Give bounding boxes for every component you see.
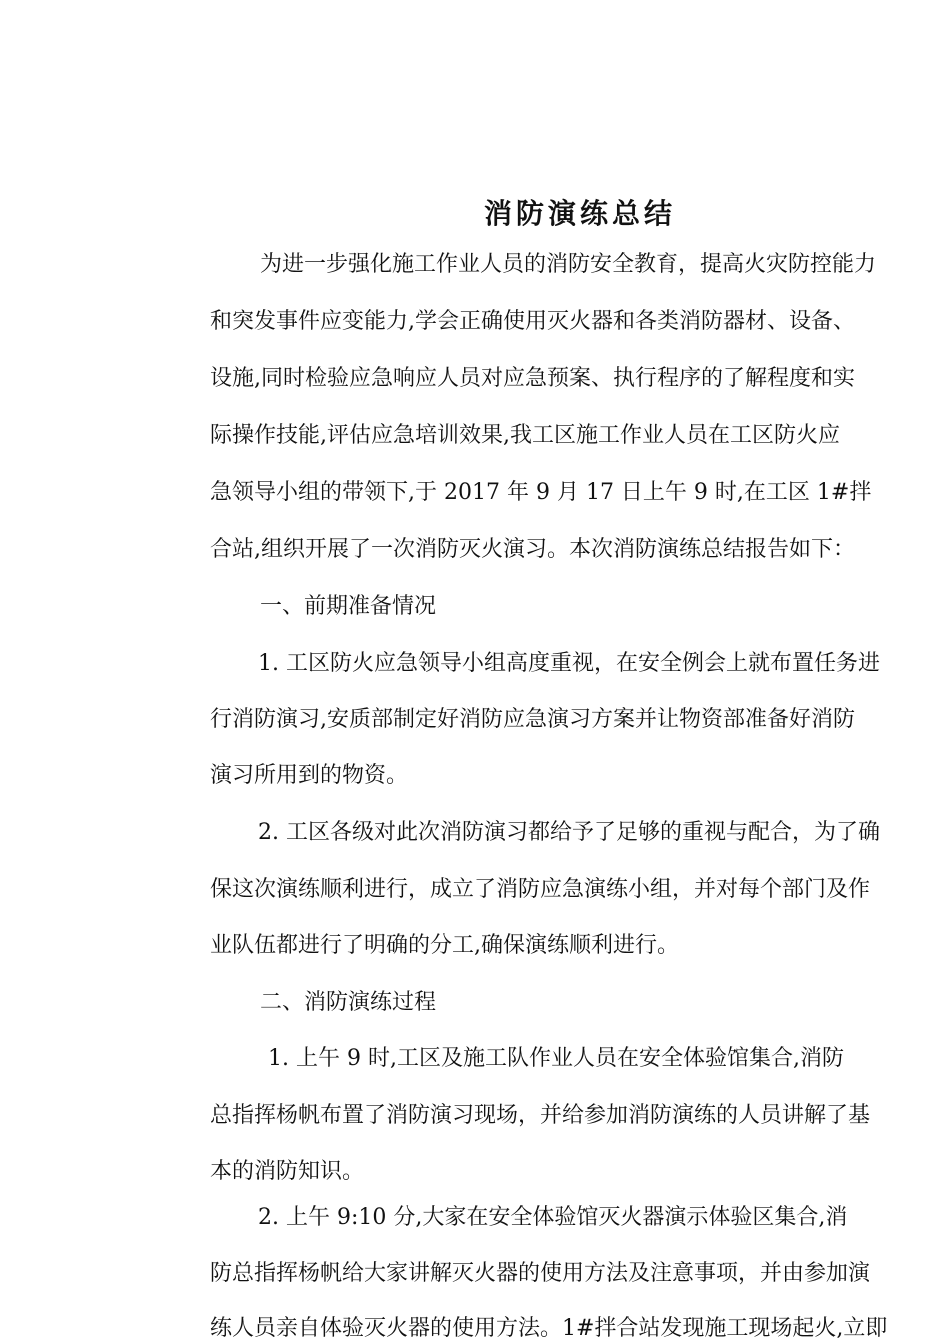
body-line: 合站,组织开展了一次消防灭火演习。本次消防演练总结报告如下： [210,537,855,562]
body-line: 业队伍都进行了明确的分工,确保演练顺利进行。 [210,933,679,958]
body-line: 演习所用到的物资。 [210,763,409,788]
body-line: 防总指挥杨帆给大家讲解灭火器的使用方法及注意事项，并由参加演 [210,1261,871,1286]
body-line: 本的消防知识。 [210,1159,365,1184]
body-line: 一、前期准备情况 [260,594,437,619]
body-line: 设施,同时检验应急响应人员对应急预案、执行程序的了解程度和实 [210,366,855,391]
body-line: 保这次演练顺利进行，成立了消防应急演练小组，并对每个部门及作 [210,877,871,902]
body-line: 2. 上午 9:10 分,大家在安全体验馆灭火器演示体验区集合,消 [258,1205,848,1230]
body-line: 急领导小组的带领下,于 2017 年 9 月 17 日上午 9 时,在工区 1#拌 [210,480,872,505]
body-line: 总指挥杨帆布置了消防演习现场，并给参加消防演练的人员讲解了基 [210,1103,871,1128]
body-line: 为进一步强化施工作业人员的消防安全教育，提高火灾防控能力 [260,252,877,277]
body-line: 和突发事件应变能力,学会正确使用灭火器和各类消防器材、设备、 [210,309,855,334]
body-line: 行消防演习,安质部制定好消防应急演习方案并让物资部准备好消防 [210,707,855,732]
body-line: 练人员亲自体验灭火器的使用方法。1#拌合站发现施工现场起火,立即 [210,1316,888,1341]
body-line: 2. 工区各级对此次消防演习都给予了足够的重视与配合，为了确 [258,820,880,845]
body-line: 1. 工区防火应急领导小组高度重视，在安全例会上就布置任务进 [258,651,880,676]
body-line: 际操作技能,评估应急培训效果,我工区施工作业人员在工区防火应 [210,423,840,448]
body-line: 二、消防演练过程 [260,990,437,1015]
document-title: 消防演练总结 [483,197,676,230]
body-line: 1. 上午 9 时,工区及施工队作业人员在安全体验馆集合,消防 [268,1046,844,1071]
